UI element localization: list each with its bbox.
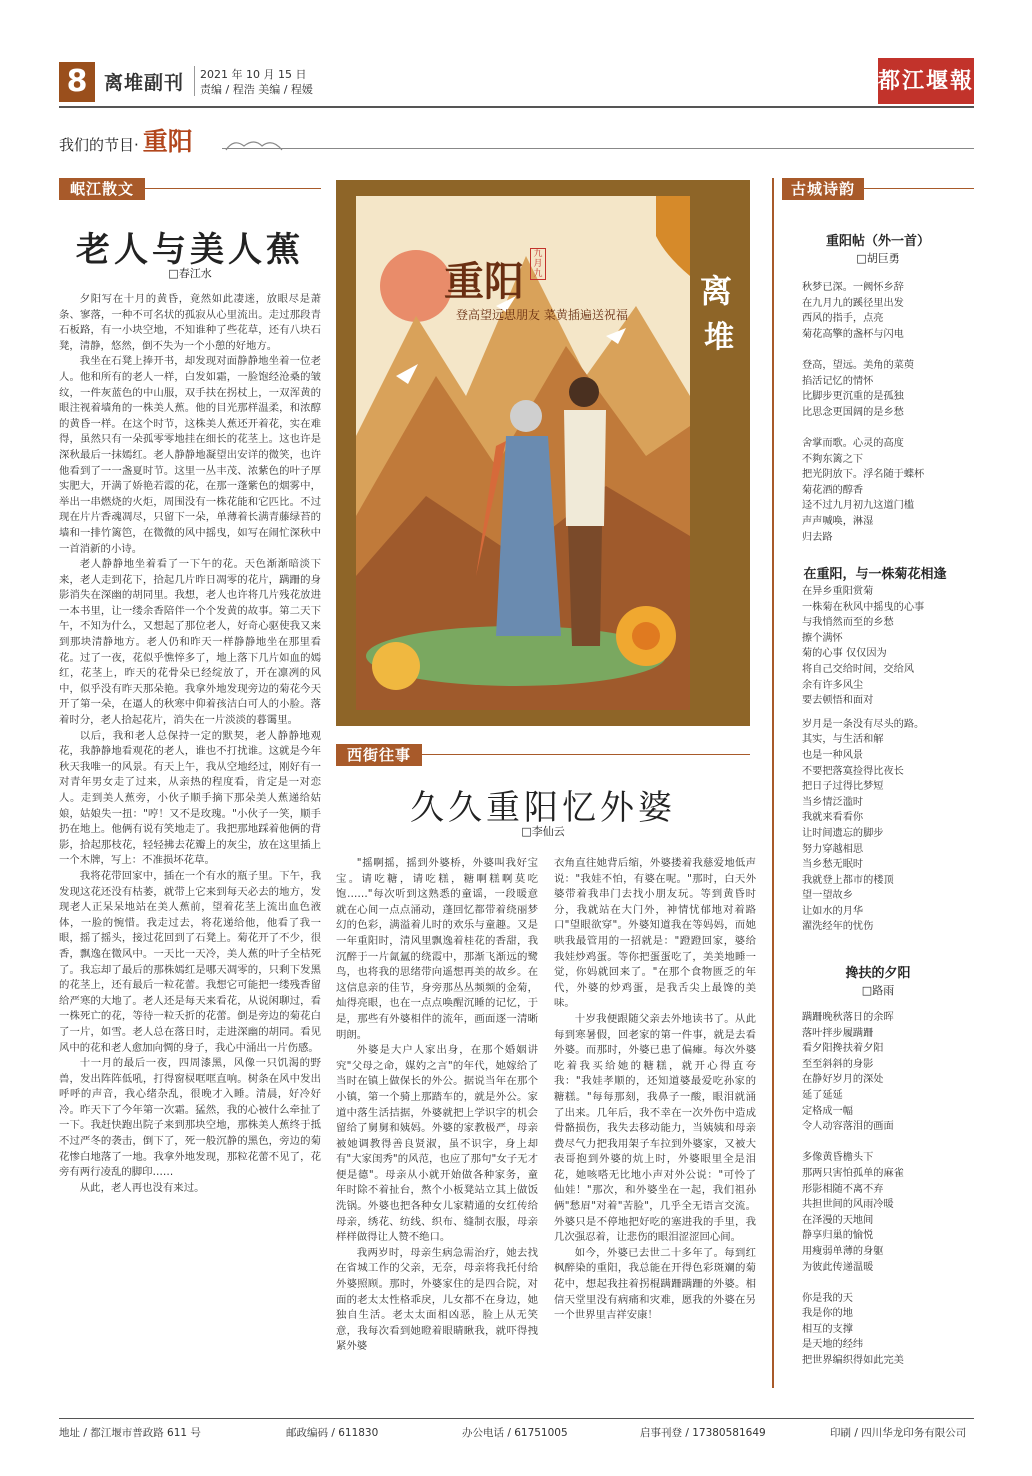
poem2-body: 在异乡重阳赏菊 一株菊在秋风中摇曳的心事 与我悄然而至的乡愁 擦个满怀 菊的心事 仅仅因为 将自己交给时间，交给风 余有许多风尘 要去顿悟和面对 岁月是一条没有尽头的路。 其实，与生活和解 也是一种风景 不要把落寞捡得比夜长 把日子过得比梦短 当乡情泛滥时 我就来看看你 让时间遗忘的脚步 努力穿越相思 当乡愁无眠时 我就登上都市的楼顶 望一望故乡 让如水的月华 濯洗经年的忧伤 bbox=[802, 586, 925, 933]
page-number: 8 bbox=[59, 62, 95, 102]
article-title: 老人与美人蕉 bbox=[76, 230, 304, 270]
poems-column-rule bbox=[772, 178, 774, 1388]
side-title-bottom: 堆 bbox=[704, 320, 734, 355]
poem1-byline: □胡巨勇 bbox=[856, 252, 900, 265]
poem2-title: 在重阳，与一株菊花相逢 bbox=[803, 567, 947, 582]
editors: 责编 / 程浩 美编 / 程媛 bbox=[200, 83, 313, 96]
article-byline: □春江水 bbox=[168, 267, 212, 280]
label-rule bbox=[422, 754, 750, 755]
footer-rule bbox=[59, 1418, 974, 1419]
header-meta bbox=[200, 67, 313, 97]
article2-byline: □李仙云 bbox=[521, 825, 565, 838]
section-rule bbox=[222, 148, 974, 149]
date-seal: 九月九 bbox=[530, 248, 546, 280]
poem1-title: 重阳帖（外一首） bbox=[825, 234, 930, 249]
header-rule bbox=[59, 106, 974, 108]
section-name: 离堆副刊 bbox=[104, 72, 185, 94]
footer-phone: 办公电话 / 61751005 bbox=[462, 1427, 568, 1439]
sun-icon bbox=[380, 250, 452, 322]
column-label-poems: 古城诗韵 bbox=[782, 178, 864, 200]
illustration-title: 重阳 bbox=[444, 258, 524, 305]
header-divider bbox=[194, 66, 195, 96]
footer-printer: 印刷 / 四川华龙印务有限公司 bbox=[830, 1427, 967, 1439]
label-rule bbox=[864, 188, 974, 189]
article2-body-right: 衣角直往她背后缩，外婆搂着我慈爱地低声说："我娃不怕，有婆在呢。"那时，白天外婆带着我串门去找小朋友玩。等到黄昏时分，我就站在大门外，神情忧郁地对着路口"望眼欲穿"。外婆知道我在等妈妈，而她哄我最管用的一招就是："蹬蹬回家，婆给我娃炒鸡蛋。等你把蛋蛋吃了，美美地睡一觉，你妈就回来了。"在那个食物匮乏的年代，外婆的炒鸡蛋，是我舌尖上最馋的美味。 十岁我便跟随父亲去外地读书了。从此每到寒暑假，回老家的第一件事，就是去看外婆。而那时，外婆已患了偏瘫。每次外婆吃着我买给她的糖糕，就开心得直夸我："我娃孝顺的，还知道婆最爱吃孙家的糖糕。"每每那刻，我鼻子一酸，眼泪就涌了出来。几年后，我不幸在一次外伤中造成骨骼损伤，我失去移动能力，当姨姨和母亲费尽气力把我用架子车拉到外婆家，又被大表哥抱到外婆的炕上时，外婆眼里全是泪花，她咳嗒无比地小声对外公说："可怜了仙娃！"那次，和外婆坐在一起，我们祖孙俩"愁眉"对着"苦脸"，几乎全无语言交流。外婆只是不停地把好吃的塞进我的手里，我几次强忍着，让悲伤的眼泪涩涩回心间。 如今，外婆已去世二十多年了。每到红枫醉染的重阳，我总能在开得色彩斑斓的菊花中，想起我拄着拐棍蹒跚蹒跚的外婆。相信天堂里没有病痛和灾难，愿我的外婆在另一个世界里吉祥安康！ bbox=[554, 857, 756, 1322]
poem3-byline: □路雨 bbox=[861, 984, 895, 997]
label-rule bbox=[145, 188, 321, 189]
poem3-title: 搀扶的夕阳 bbox=[845, 966, 911, 981]
cloud-ornament-icon bbox=[224, 136, 284, 154]
column-label-xijie: 西街往事 bbox=[336, 744, 422, 766]
article1-body: 夕阳写在十月的黄昏，竟然如此凄迷，放眼尽是萧条、寥落，一种不可名状的孤寂从心里流出。走过那段青石板路，有一小块空地，不知谁种了些花草，还有八块石凳，清静，悠然，倒不失为一个小憩的好地方。 我坐在石凳上捧开书，却发现对面静静地坐着一位老人。他和所有的老人一样，白发如霜，一脸饱经沧桑的皱纹，一件灰蓝色的中山服，双手扶在拐杖上，一双浑黄的眼注视着墙角的一株美人蕉。他的目光那样温柔，和浓醇的黄昏一样。在这个时节，这株美人蕉还开着花，实在难得，虽然只有一朵孤零零地挂在细长的花茎上。这也许是深秋最后一抹嫣红。老人静静地凝望出安详的微笑，也许他看到了一一盏夏时节。这里一丛丰茂、浓紫色的叶子厚实肥大，开满了娇艳若霞的花，在那一蓬紫色的烟雾中，举出一串燃烧的火炬，周围没有一株花能和它匹比。不过现在片片香魂凋尽，只留下一朵，单薄着长满青藤绿苔的墙和一排竹篱笆，在微微的风中摇曳，如写在闹忙深秋中一首消新的小诗。 老人静静地坐着看了一下午的花。天色渐渐暗淡下来，老人走到花下，拾起几片昨日凋零的花片，蹒跚的身影消失在深幽的胡同里。我想，老人也许将几片残花放进一本书里，让一缕余香陪伴一个个发黄的故事。第二天下午，不知为什么，又想起了那位老人，好奇心驱使我又来到那块清静地方。老人仍和昨天一样静静地坐在那里看花。过了一夜，花似乎憔悴多了，地上落下几片如血的嫣红，花茎上，昨天的花骨朵已经绽放了，开在凛冽的风中，似乎没有昨天那朵艳。我拿外地发现旁边的菊花今天开了第一朵，在逼人的秋寒中仰着孩洁白可人的小脸。落着时分，老人拾起花片，消失在一片淡淡的暮霭里。 以后，我和老人总保持一定的默契，老人静静地观花，我静静地看观花的老人，谁也不打扰谁。这就是今年秋天我唯一的风景。有天上午，我从空地经过，刚好有一对青年男女走了过来，从亲热的程度看，肯定是一对恋人。走到美人蕉旁，小伙子顺手摘下那朵美人蕉递给姑娘，姑娘失一扭："哼！又不是玫瑰。"小伙子一笑，顺手扔在地上。他俩有说有笑地走了。我把那地踩着他俩的背影，拾起那枝花，轻轻拂去花瓣上的灰尘，放在这里插上一个木牌，写上：不准损坏花草。 我将花带回家中，插在一个有水的瓶子里。下午，我发现这花还没有枯萎，就带上它来到每天必去的地方，发现老人正呆呆地站在美人蕉前，望着花茎上流出血色液体，一脸的惋惜。我走过去，将花递给他，他看了我一眼，摇了摇头，接过花回到了石凳上。菊花开了不少，很香，飘逸在微风中。一天比一天冷，美人蕉的叶子全枯死了。我忘却了最后的那株嫣红是哪天凋零的，只剩下发黑的花茎上，还有最后一粒花蕾。我想它可能把一缕残香留给严寒的大地了。老人还是每天来看花，从说闲聊过，看一株死亡的花，等待一粒夭折的花蕾。倒是旁边的菊花白了一片，如雪。老人总在落日时，走进深幽的胡同。看见风中的花和老人愈加向惆的身子，我心中涌出一片伤感。 十一月的最后一夜，四周漆黑，风像一只饥渴的野兽，发出阵阵低吼，打得窗棂哐哐直响。树条在风中发出呼呼的声音，我心绪杂乱，很晚才入睡。清晨，好冷好冷。昨天下了今年第一次霜。猛然，我的心被什么牵扯了一下。我赶快跑出院子来到那块空地，那株美人蕉终于抵不过严冬的袭击，倒下了，死一般沉静的黑色，旁边的菊花惨白地落了一地。我拿外地发现，那粒花蕾不见了，花旁有两行凌乱的脚印…… 从此，老人再也没有来过。 bbox=[59, 293, 321, 1194]
article2-body-left: "摇啊摇，摇到外婆桥，外婆叫我好宝宝。请吃糖，请吃糕，糖啊糕啊莫吃饱……"每次听到这熟悉的童谣，一段暖意就在心间一点点涌动，蓬回忆都带着绕丽梦幻的色彩，满溢着儿时的欢乐与童趣。又是一年重阳时，清风里飘逸着桂花的香甜，我沉醉于一片氤氲的绕霞中，那渐飞渐远的鹭鸟，也将我的思绪带向遥想再美的故乡。在这信息亲的佳节，身旁那丛丛频频的金菊，灿得亮眼，也在一点点唤醒沉睡的记忆，于是，那些有外婆相伴的流年，画面逐一清晰明朗。 外婆是大户人家出身，在那个婚姻讲究"父母之命，媒妁之言"的年代，她嫁给了当时在镇上做保长的外公。据说当年在那个小镇，第一个骑上那踏车的，就是外公。家道中落生活拮据，外婆就把上学识字的机会留给了舅舅和姨妈。外婆的家教极严，母亲被她调教得善良贤淑，虽不识字，身上却有"大家闺秀"的风范，也应了那句"女子无才便是德"。母亲从小就开始做各种家务，童年时除不着扯台，熬个小板凳站立其上做饭洗锅。外婆也把各种女儿家精通的女红传给母亲，绣花、纺线、织布、缝制衣服，母亲样样做得让人赞不绝口。 我两岁时，母亲生病急需治疗，她去找在省城工作的父亲，无奈，母亲将我托付给外婆照顾。那时，外婆家住的是四合院，对面的老太太性格乖戾，儿女都不在身边，她独自生活。老太太面相凶恶，脸上从无笑意，我每次看到她瞪着眼睛瞅我，就吓得拽紧外婆 bbox=[336, 857, 538, 1353]
footer-address: 地址 / 都江堰市普政路 611 号 bbox=[59, 1427, 201, 1439]
section-title: 我们的节目· 重阳 bbox=[59, 127, 193, 156]
footer-notice: 启事刊登 / 17380581649 bbox=[640, 1427, 766, 1439]
poem3-body: 蹒跚晚秋落日的余晖 落叶拌步履蹒跚 看夕阳搀扶着夕阳 至至斜斜的身影 在静好岁月的深处 延了延延 定格成一幅 令人动容落泪的画面 多像黄昏檐头下 那两只害怕孤单的麻雀 形影相随不离不弃 共担世间的风雨冷暖 在泽漫的天地间 静享归巢的愉悦 用瘦弱单薄的身躯 为彼此传递温暖 你是我的天 我是你的地 相互的支撑 是天地的经纬 把世界编织得如此完美 bbox=[802, 1012, 904, 1367]
issue-date: 2021 年 10 月 15 日 bbox=[200, 68, 307, 81]
illustration-subtitle: 登高望远思朋友 菜黄插遍送祝福 bbox=[456, 308, 628, 322]
footer-postcode: 邮政编码 / 611830 bbox=[286, 1427, 379, 1439]
side-title-top: 离 bbox=[700, 272, 733, 310]
article2-title: 久久重阳忆外婆 bbox=[410, 788, 676, 828]
column-label-minjiang: 岷江散文 bbox=[59, 178, 145, 200]
newspaper-logo: 都江堰報 bbox=[878, 58, 974, 104]
poem1-body: 秋梦已深。一阙怀乡辞 在九月九的蹊径里出发 西风的指手，点亮 菊花高擎的盏杯与闪电 登高，望远。美角的菜萸 掐活记忆的情怀 比脚步更沉重的是孤独 比思念更国阔的是乡愁 舍掌而歌。心灵的高度 不夠东篱之下 把光阴放下。浮名随于蝶杯 菊花酒的醇香 迳不过九月初九这道门槛 声声喊唤，淋湿 归去路 bbox=[802, 282, 925, 543]
